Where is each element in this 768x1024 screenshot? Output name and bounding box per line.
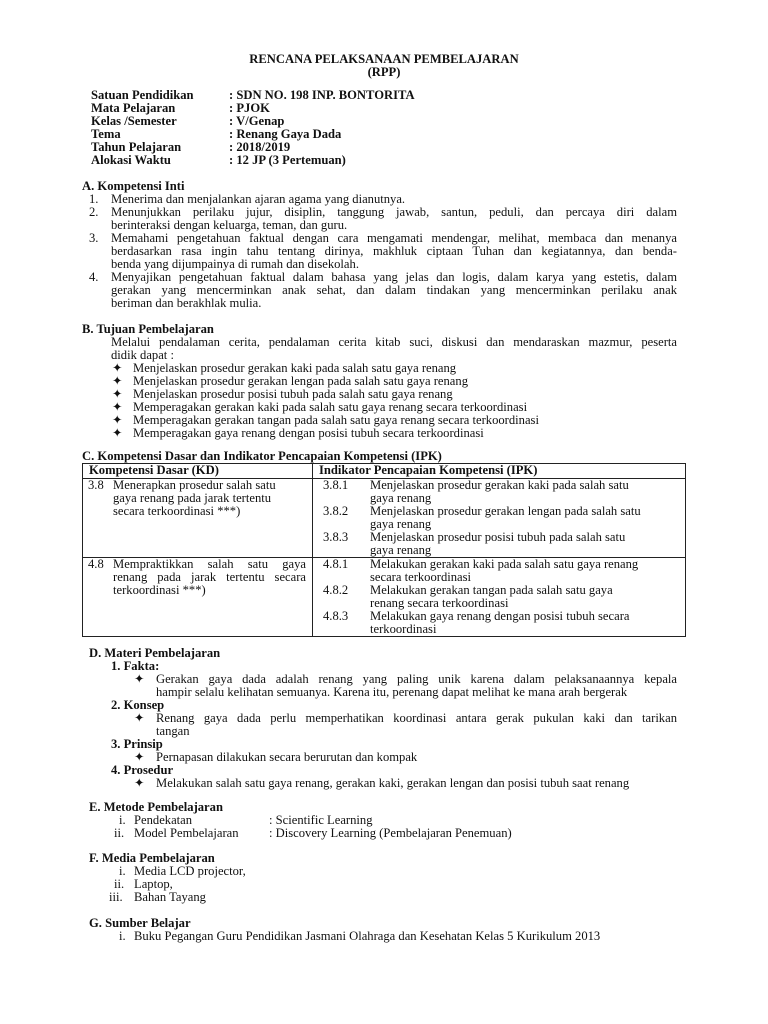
ipk-text: Menjelaskan prosedur posisi tubuh pada salah satu — [370, 530, 626, 544]
list-number: 3. — [89, 231, 99, 245]
list-number: 2. — [89, 205, 99, 219]
section-g-heading: G. Sumber Belajar — [89, 916, 191, 930]
identity-label: Alokasi Waktu — [91, 153, 171, 167]
identity-label: Satuan Pendidikan — [91, 88, 194, 102]
bullet-item: Renang gaya dada perlu memperhatikan koordinasi antara gerak pukulan kaki dan tarikan — [156, 711, 677, 725]
sub-heading: 4. Prosedur — [111, 763, 174, 777]
list-item: Menunjukkan perilaku jujur, disiplin, tanggung jawab, santun, peduli, dan percaya diri dalam — [111, 205, 677, 219]
bullet-item: Memperagakan gaya renang dengan posisi tubuh secara terkoordinasi — [133, 426, 484, 440]
document-subtitle: (RPP) — [367, 65, 401, 79]
cross-bullet-icon: ✦ — [112, 374, 123, 388]
bullet-item: Gerakan gaya dada adalah renang yang paling unik karena dalam pelaksanaannya kepala — [156, 672, 677, 686]
method-value: : Discovery Learning (Pembelajaran Penemuan) — [269, 826, 512, 840]
list-item-cont: berdasarkan rasa ingin tahu tentang dirinya, makhluk ciptaan Tuhan dan kegiatannya, dan benda- — [111, 244, 677, 258]
bullet-item: Menjelaskan prosedur gerakan lengan pada salah satu gaya renang — [133, 374, 468, 388]
list-number: iii. — [109, 890, 123, 904]
ipk-text: Melakukan gaya renang dengan posisi tubuh secara — [370, 609, 630, 623]
cross-bullet-icon: ✦ — [134, 750, 145, 764]
bullet-item-cont: hampir selalu kelihatan semuanya. Karena itu, perenang dapat melihat ke mana arah bergerak — [156, 685, 628, 699]
sub-heading: 3. Prinsip — [111, 737, 163, 751]
bullet-item: Memperagakan gerakan tangan pada salah satu gaya renang secara terkoordinasi — [133, 413, 539, 427]
section-c-heading: C. Kompetensi Dasar dan Indikator Pencapaian Kompetensi (IPK) — [82, 449, 442, 463]
list-item-cont: gerakan yang mencerminkan anak sehat, dan dalam tindakan yang mencerminkan perilaku anak — [111, 283, 677, 297]
ipk-text: gaya renang — [370, 517, 432, 531]
identity-value: : V/Genap — [229, 114, 285, 128]
section-e-heading: E. Metode Pembelajaran — [89, 800, 223, 814]
section-d-heading: D. Materi Pembelajaran — [89, 646, 221, 660]
kd-text: terkoordinasi ***) — [113, 583, 206, 597]
ipk-number: 4.8.2 — [323, 583, 349, 597]
cross-bullet-icon: ✦ — [134, 672, 145, 686]
ipk-text: secara terkoordinasi — [370, 570, 472, 584]
bullet-item: Menjelaskan prosedur posisi tubuh pada salah satu gaya renang — [133, 387, 453, 401]
method-value: : Scientific Learning — [269, 813, 373, 827]
method-label: Pendekatan — [134, 813, 193, 827]
ipk-text: Menjelaskan prosedur gerakan lengan pada salah satu — [370, 504, 641, 518]
list-item: Buku Pegangan Guru Pendidikan Jasmani Olahraga dan Kesehatan Kelas 5 Kurikulum 2013 — [134, 929, 601, 943]
table-header-kd: Kompetensi Dasar (KD) — [83, 464, 313, 479]
bullet-item: Melakukan salah satu gaya renang, gerakan kaki, gerakan lengan dan posisi tubuh saat renang — [156, 776, 630, 790]
document-title: RENCANA PELAKSANAAN PEMBELAJARAN — [249, 52, 519, 66]
list-item-cont: berinteraksi dengan keluarga, teman, dan guru. — [111, 218, 348, 232]
ipk-text: Melakukan gerakan kaki pada salah satu gaya renang — [370, 557, 639, 571]
cross-bullet-icon: ✦ — [134, 776, 145, 790]
list-item: Bahan Tayang — [134, 890, 206, 904]
section-f-heading: F. Media Pembelajaran — [89, 851, 215, 865]
cross-bullet-icon: ✦ — [112, 426, 123, 440]
list-number: i. — [119, 864, 126, 878]
cross-bullet-icon: ✦ — [112, 400, 123, 414]
identity-label: Kelas /Semester — [91, 114, 177, 128]
section-b-heading: B. Tujuan Pembelajaran — [82, 322, 214, 336]
ipk-cell — [313, 479, 686, 558]
list-item-cont: benda yang dijumpainya di rumah dan disekolah. — [111, 257, 359, 271]
ipk-number: 3.8.2 — [323, 504, 349, 518]
kd-cell — [83, 479, 313, 558]
kd-ipk-table — [82, 463, 686, 637]
list-number: 1. — [89, 192, 99, 206]
identity-value: : PJOK — [229, 101, 270, 115]
list-number: i. — [119, 813, 126, 827]
list-item: Laptop, — [134, 877, 173, 891]
sub-heading: 2. Konsep — [111, 698, 165, 712]
table-row — [83, 479, 686, 558]
kd-cell — [83, 558, 313, 637]
cross-bullet-icon: ✦ — [112, 387, 123, 401]
ipk-number: 3.8.3 — [323, 530, 349, 544]
identity-value: : 2018/2019 — [229, 140, 291, 154]
ipk-text: Menjelaskan prosedur gerakan kaki pada salah satu — [370, 478, 629, 492]
list-item: Menerima dan menjalankan ajaran agama yang dianutnya. — [111, 192, 406, 206]
ipk-number: 4.8.3 — [323, 609, 349, 623]
bullet-item: Menjelaskan prosedur gerakan kaki pada salah satu gaya renang — [133, 361, 457, 375]
intro-text: Melalui pendalaman cerita, pendalaman cerita kitab suci, diskusi dan mendaraskan mazmur, peserta — [111, 335, 677, 349]
ipk-number: 4.8.1 — [323, 557, 349, 571]
ipk-number: 3.8.1 — [323, 478, 349, 492]
cross-bullet-icon: ✦ — [112, 413, 123, 427]
kd-text: gaya renang pada jarak tertentu — [113, 491, 272, 505]
ipk-cell — [313, 558, 686, 637]
ipk-text: gaya renang — [370, 543, 432, 557]
identity-label: Mata Pelajaran — [91, 101, 176, 115]
list-item: Memahami pengetahuan faktual dengan cara mengamati mendengar, melihat, membaca dan menanya — [111, 231, 677, 245]
list-number: i. — [119, 929, 126, 943]
bullet-item: Pernapasan dilakukan secara berurutan dan kompak — [156, 750, 418, 764]
identity-value: : Renang Gaya Dada — [229, 127, 342, 141]
sub-heading: 1. Fakta: — [111, 659, 160, 673]
identity-value: : SDN NO. 198 INP. BONTORITA — [229, 88, 415, 102]
kd-number: 4.8 — [88, 557, 104, 571]
bullet-item-cont: tangan — [156, 724, 190, 738]
cross-bullet-icon: ✦ — [112, 361, 123, 375]
table-row — [83, 558, 686, 637]
ipk-text: Melakukan gerakan tangan pada salah satu gaya — [370, 583, 613, 597]
identity-label: Tahun Pelajaran — [91, 140, 182, 154]
identity-value: : 12 JP (3 Pertemuan) — [229, 153, 346, 167]
kd-text: Menerapkan prosedur salah satu — [113, 478, 276, 492]
method-label: Model Pembelajaran — [134, 826, 239, 840]
cross-bullet-icon: ✦ — [134, 711, 145, 725]
identity-label: Tema — [91, 127, 121, 141]
bullet-item: Memperagakan gerakan kaki pada salah satu gaya renang secara terkoordinasi — [133, 400, 528, 414]
intro-text: didik dapat : — [111, 348, 174, 362]
kd-text: renang pada jarak tertentu secara — [113, 570, 306, 584]
ipk-text: terkoordinasi — [370, 622, 437, 636]
ipk-text: renang secara terkoordinasi — [370, 596, 509, 610]
kd-text: Mempraktikkan salah satu gaya — [113, 557, 306, 571]
list-item: Media LCD projector, — [134, 864, 246, 878]
list-number: 4. — [89, 270, 99, 284]
table-header-ipk: Indikator Pencapaian Kompetensi (IPK) — [313, 464, 686, 479]
section-a-heading: A. Kompetensi Inti — [82, 179, 185, 193]
list-number: ii. — [114, 826, 125, 840]
list-item-cont: beriman dan berakhlak mulia. — [111, 296, 262, 310]
kd-text: secara terkoordinasi ***) — [113, 504, 241, 518]
kd-number: 3.8 — [88, 478, 104, 492]
list-number: ii. — [114, 877, 125, 891]
list-item: Menyajikan pengetahuan faktual dalam bahasa yang jelas dan logis, dalam karya yang estetis, dalam — [111, 270, 677, 284]
ipk-text: gaya renang — [370, 491, 432, 505]
